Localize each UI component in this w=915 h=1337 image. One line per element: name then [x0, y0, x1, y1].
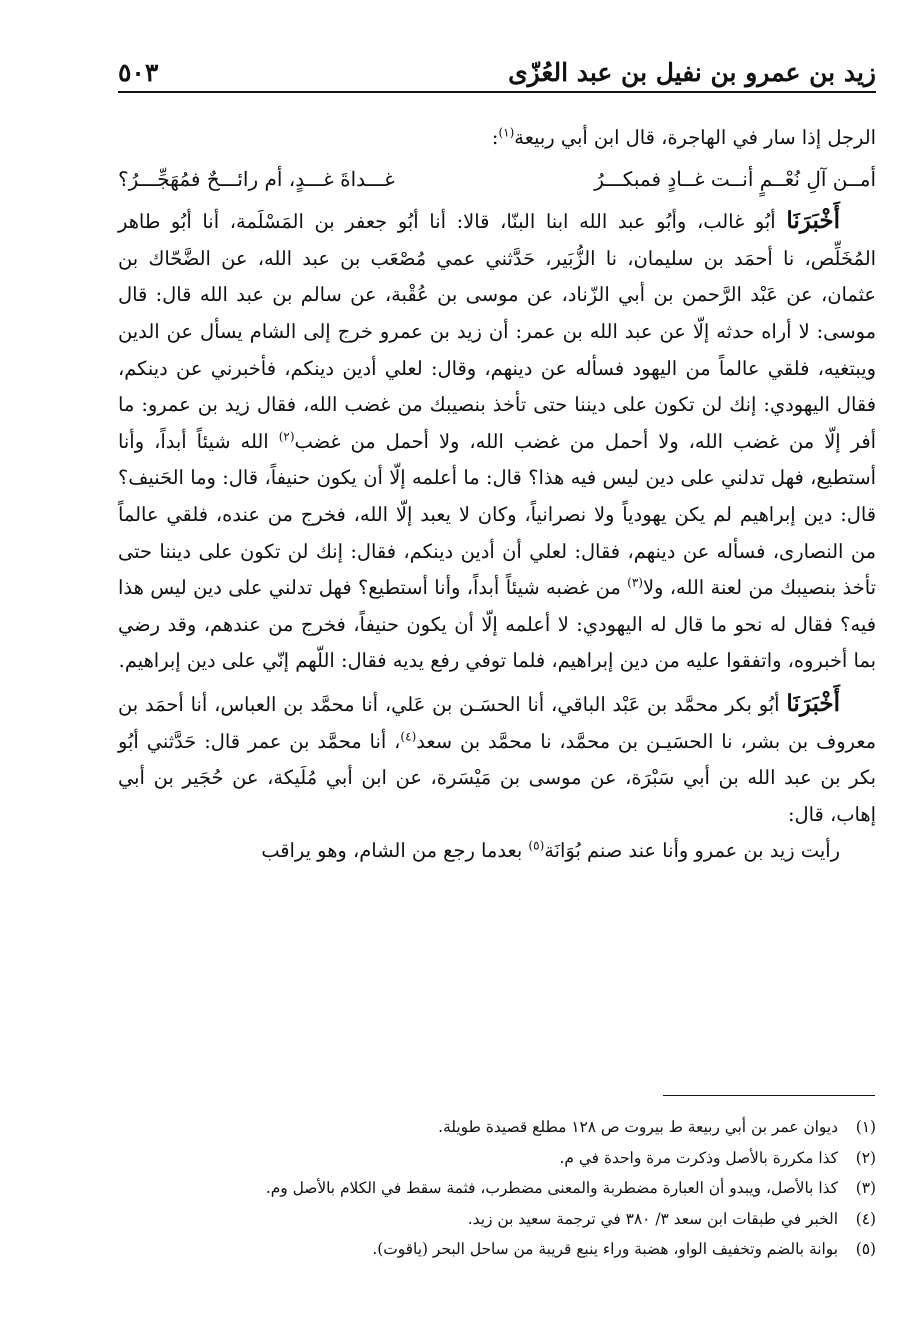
footnote-text: بوانة بالضم وتخفيف الواو، هضبة وراء ينبع قريبة من ساحل البحر (ياقوت).: [372, 1240, 838, 1258]
footnote-text: كذا بالأصل، ويبدو أن العبارة مضطربة والمعنى مضطرب، فثمة سقط في الكلام بالأصل وم.: [265, 1179, 838, 1197]
paragraph-narration-3: رأيت زيد بن عمرو وأنا عند صنم بُوَانَة$^{(٥)}$ بعدما رجع من الشام، وهو يراقب: [261, 838, 840, 863]
footnote-ref-1: (١): [498, 125, 515, 140]
footnote-ref-4: (٤): [400, 729, 417, 744]
footnote-item: [118, 1234, 876, 1265]
body-text: [118, 120, 876, 870]
footnote-text: كذا مكررة بالأصل وذكرت مرة واحدة في م.: [559, 1148, 838, 1167]
footnote-number: (٣): [855, 1179, 876, 1197]
footnote-item: [118, 1173, 876, 1204]
verse-second-hemistich: غـــداةَ غـــدٍ، أم رائـــحٌ فمُهَجِّـــرُ؟: [118, 166, 395, 191]
footnote-number: (٢): [855, 1148, 876, 1167]
footnote-ref-3: (٣): [627, 575, 643, 590]
page-header: [118, 50, 876, 88]
footnote-text: ديوان عمر بن أبي ربيعة ط بيروت ص ١٢٨ مطلع قصيدة طويلة.: [438, 1118, 838, 1136]
footnote-number: (٥): [855, 1240, 876, 1258]
akhbarana-heading: أَخْبَرَنَا: [786, 689, 840, 717]
footnote-ref-5: (٥): [528, 838, 545, 853]
footnote-rule: [663, 1095, 875, 1096]
footnote-item: [118, 1112, 876, 1143]
footnote-ref-2: (٢): [278, 429, 295, 444]
footnotes: [118, 1112, 876, 1265]
running-title: زيد بن عمرو بن نفيل بن عبد العُزّى: [508, 58, 876, 87]
footnote-item: [118, 1204, 876, 1235]
akhbarana-heading: أَخْبَرَنَا: [786, 207, 840, 235]
verse-first-hemistich: أمــن آلِ نُعْــمٍ أنــت غــادٍ فمبكـــرُ: [594, 166, 876, 191]
poetry-verse: [118, 161, 876, 198]
footnote-number: (١): [855, 1118, 876, 1136]
paragraph-narration-2: أَخْبَرَنَا أبُو بكر محمَّد بن عَبْد الباقي، أنا الحسَـن بن عَلي، أنا محمَّد بن العباس، أنا أحمَد بن معروف بن بشر، نا الحسَيـن بن محمَّد، نا محمَّد بن سعد$^{(٤)}$، أنا محمَّد بن عمر قال: حَدَّثني أبُو بكر بن عبد الله بن أبي سَبْرَة، عن موسى بن مَيْسَرة، عن ابن أبي مُلَيكة، عن حُجَير بن أبي إهاب، قال:: [118, 689, 876, 826]
footnote-text: الخبر في طبقات ابن سعد ٣/ ٣٨٠ في ترجمة سعيد بن زيد.: [467, 1209, 838, 1228]
footnote-number: (٤): [855, 1209, 876, 1228]
header-rule: [118, 91, 876, 93]
paragraph-narration-1: أَخْبَرَنَا أبُو غالب، وأبُو عبد الله ابنا البنّا، قالا: أنا أبُو جعفر بن المَسْلَمة، أنا أبُو طاهر المُخَلِّص، نا أحمَد بن سليمان، نا الزُّبَير، حَدَّثني عمي مُصْعَب بن عبد الله، عن الضَّحّاك بن عثمان، عن عَبْد الرَّحمن بن أبي الزّناد، عن موسى بن عُقْبة، عن سالم بن عبد الله قال: قال موسى: لا أراه حدثه إلّا عن عبد الله بن عمر: أن زيد بن عمرو خرج إلى الشام يسأل عن الدين ويبتغيه، فلقي عالماً من اليهود فسأله عن دينهم، وقال: لعلي أدين دينكم، فأخبرني عن دينكم، فقال اليهودي: إنك لن تكون على ديننا حتى تأخذ بنصيبك من غضب الله، فقال زيد بن عمرو: ما أفر إلّا من غضب الله، ولا أحمل من غضب الله، ولا أحمل من غضب$^{(٢)}$ الله شيئاً أبداً، وأنا أستطيع، فهل تدلني على دين ليس فيه هذا؟ قال: ما أعلمه إلّا أن يكون حنيفاً، قال: وما الحَنيف؟ قال: دين إبراهيم لم يكن يهودياً ولا نصرانياً، وكان لا يعبد إلّا الله، فخرج من عنده، فلقي عالماً من النصارى، فسأله عن دينهم، فقال: لعلي أن أدين دينكم، فقال: إنك لن تكون على ديننا حتى تأخذ بنصيبك من لعنة الله، ولا$^{(٣)}$ من غضبه شيئاً أبداً، وأنا أستطيع؟ فهل تدلني على دين ليس هذا فيه؟ فقال له نحو ما قال له اليهودي: لا أعلمه إلّا أن يكون حنيفاً، فخرج من عندهم، وقد رضي بما أخبروه، واتفقوا عليه من دين إبراهيم، فلما توفي رفع يديه فقال: اللّهم إنّي على دين إبراهيم.: [118, 207, 877, 673]
page-number: ٥٠٣: [118, 58, 159, 87]
paragraph-intro: الرجل إذا سار في الهاجرة، قال ابن أبي ربيعة$^{(١)}$:: [491, 125, 876, 149]
footnote-item: [118, 1143, 876, 1174]
